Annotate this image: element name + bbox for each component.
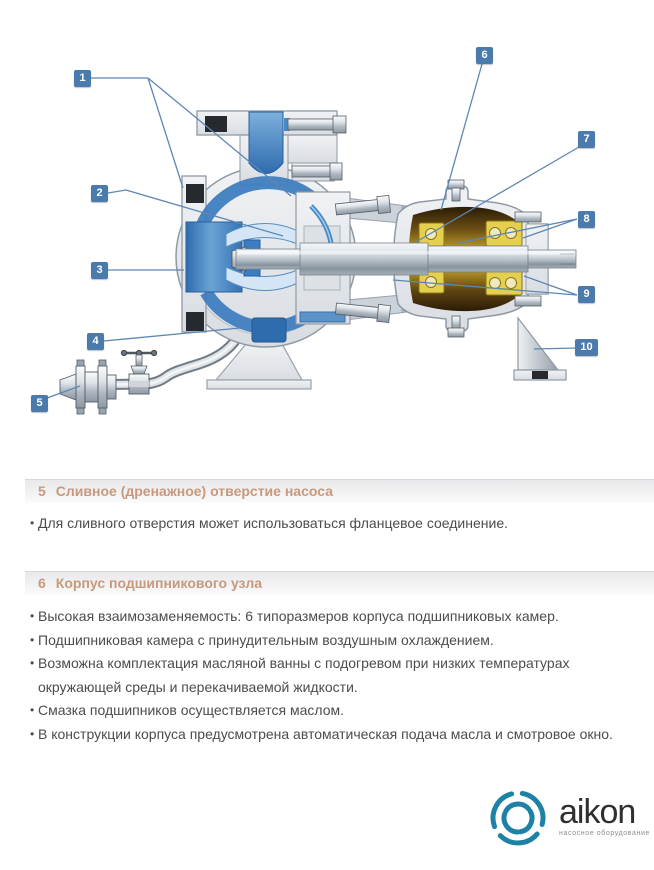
brand-name: aikon bbox=[559, 793, 636, 831]
bullet-text: Возможна комплектация масляной ванны с подогревом при низких температурах окружающей среды и перекачиваемой жидкости. bbox=[38, 655, 570, 695]
section-drain-port-bullets bbox=[30, 512, 642, 536]
bullet-text: Высокая взаимозаменяемость: 6 типоразмеров корпуса подшипниковых камер. bbox=[38, 608, 559, 624]
callout-5: 5 bbox=[31, 395, 48, 412]
callout-10: 10 bbox=[575, 339, 598, 356]
list-item bbox=[30, 605, 642, 629]
callout-4: 4 bbox=[87, 333, 104, 350]
callout-6: 6 bbox=[476, 47, 493, 64]
aikon-swirl-icon bbox=[486, 786, 550, 850]
section-title: Сливное (дренажное) отверстие насоса bbox=[55, 483, 333, 499]
bullet-text: Для сливного отверстия может использоваться фланцевое соединение. bbox=[38, 515, 508, 531]
drain-flange-valve bbox=[60, 360, 116, 414]
callout-7: 7 bbox=[578, 131, 595, 148]
section-header-bearing-housing bbox=[25, 571, 654, 595]
callout-8: 8 bbox=[578, 211, 595, 228]
section-title: Корпус подшипникового узла bbox=[55, 575, 263, 591]
section-number: 5 bbox=[38, 483, 46, 499]
bullet-marker: • bbox=[30, 516, 35, 530]
list-item bbox=[30, 723, 642, 747]
bullet-marker: • bbox=[30, 609, 35, 623]
callout-3: 3 bbox=[91, 262, 108, 279]
list-item bbox=[30, 652, 642, 699]
list-item bbox=[30, 512, 642, 536]
discharge-channel bbox=[249, 112, 283, 174]
section-header-drain-port bbox=[25, 479, 654, 503]
callout-2: 2 bbox=[91, 185, 108, 202]
drain-pocket bbox=[252, 318, 286, 342]
section-bearing-housing-bullets bbox=[30, 605, 642, 746]
bullet-text: Подшипниковая камера с принудительным воздушным охлаждением. bbox=[38, 631, 494, 648]
bullet-marker: • bbox=[30, 632, 35, 647]
section-number: 6 bbox=[38, 575, 46, 591]
bullet-marker: • bbox=[30, 726, 35, 741]
callout-1: 1 bbox=[74, 70, 91, 87]
bullet-text: В конструкции корпуса предусмотрена автоматическая подача масла и смотровое окно. bbox=[38, 725, 613, 742]
list-item bbox=[30, 699, 642, 723]
bullet-text: Смазка подшипников осуществляется маслом. bbox=[38, 702, 344, 718]
list-item bbox=[30, 629, 642, 653]
callout-9: 9 bbox=[578, 286, 595, 303]
aikon-logo bbox=[486, 786, 650, 850]
bullet-marker: • bbox=[30, 703, 35, 717]
brand-tagline: насосное оборудование bbox=[559, 830, 650, 837]
bullet-marker: • bbox=[30, 656, 35, 670]
